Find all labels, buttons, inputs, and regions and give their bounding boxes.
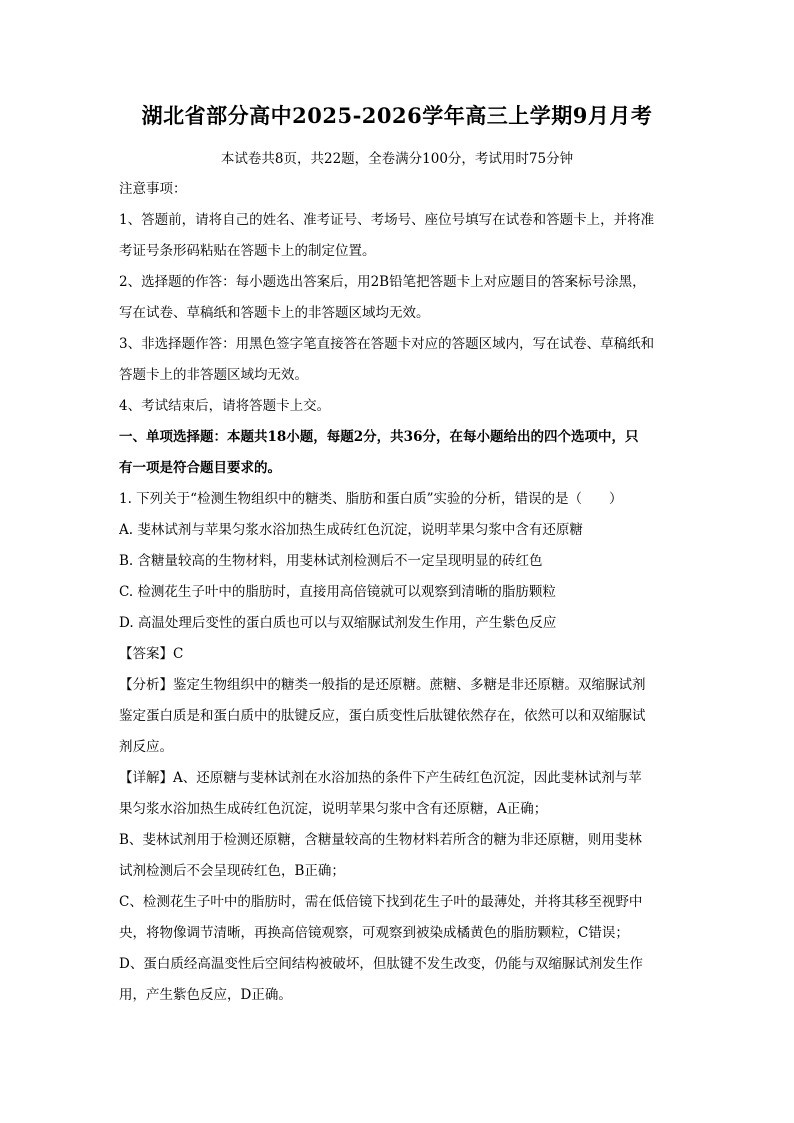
analysis-line-2: 鉴定蛋白质是和蛋白质中的肽键反应，蛋白质变性后肽键依然存在，依然可以和双缩脲试: [119, 708, 646, 724]
detail-c-line-2: 央，将物像调节清晰，再换高倍镜观察，可观察到被染成橘黄色的脂肪颗粒，C错误；: [119, 925, 629, 941]
section-heading-line-1: 一、单项选择题：本题共18小题，每题2分，共36分，在每小题给出的四个选项中，只: [119, 429, 639, 445]
exam-subtitle: 本试卷共8页，共22题，全卷满分100分，考试用时75分钟: [220, 151, 574, 167]
option-a: A. 斐林试剂与苹果匀浆水浴加热生成砖红色沉淀，说明苹果匀浆中含有还原糖: [119, 522, 583, 538]
detail-d-line-1: D、蛋白质经高温变性后空间结构被破坏，但肽键不发生改变，仍能与双缩脲试剂发生作: [119, 956, 643, 972]
notice-item-2-line-1: 2、选择题的作答：每小题选出答案后，用2B铅笔把答题卡上对应题目的答案标号涂黑，: [119, 274, 646, 290]
analysis-line-3: 剂反应。: [119, 739, 173, 755]
option-d: D. 高温处理后变性的蛋白质也可以与双缩脲试剂发生作用，产生紫色反应: [119, 615, 557, 631]
option-b: B. 含糖量较高的生物材料，用斐林试剂检测后不一定呈现明显的砖红色: [119, 553, 543, 569]
detail-b-line-2: 试剂检测后不会呈现砖红色，B正确；: [119, 863, 345, 879]
notice-item-3-line-1: 3、非选择题作答：用黑色签字笔直接答在答题卡对应的答题区域内，写在试卷、草稿纸和: [119, 336, 655, 352]
answer-line: 【答案】C: [119, 646, 184, 662]
exam-body: [119, 174, 679, 1011]
question-stem: 1. 下列关于“检测生物组织中的糖类、脂肪和蛋白质”实验的分析，错误的是（ ）: [119, 491, 623, 507]
analysis-line-1: 【分析】鉴定生物组织中的糖类一般指的是还原糖。蔗糖、多糖是非还原糖。双缩脲试剂: [119, 677, 646, 693]
notice-item-1-line-2: 考证号条形码粘贴在答题卡上的制定位置。: [119, 243, 376, 259]
notice-item-4: 4、考试结束后，请将答题卡上交。: [119, 398, 331, 414]
notice-heading: 注意事项：: [119, 181, 187, 197]
notice-item-1-line-1: 1、答题前，请将自己的姓名、准考证号、考场号、座位号填写在试卷和答题卡上，并将准: [119, 212, 655, 228]
detail-c-line-1: C、检测花生子叶中的脂肪时，需在低倍镜下找到花生子叶的最薄处，并将其移至视野中: [119, 894, 643, 910]
exam-title: 湖北省部分高中2025-2026学年高三上学期9月月考: [141, 103, 653, 128]
detail-a-line-1: 【详解】A、还原糖与斐林试剂在水浴加热的条件下产生砖红色沉淀，因此斐林试剂与苹: [119, 770, 642, 786]
detail-a-line-2: 果匀浆水浴加热生成砖红色沉淀，说明苹果匀浆中含有还原糖，A正确；: [119, 801, 548, 817]
detail-b-line-1: B、斐林试剂用于检测还原糖，含糖量较高的生物材料若所含的糖为非还原糖，则用斐林: [119, 832, 642, 848]
notice-item-2-line-2: 写在试卷、草稿纸和答题卡上的非答题区域均无效。: [119, 305, 430, 321]
section-heading-line-2: 有一项是符合题目要求的。: [119, 460, 281, 476]
notice-item-3-line-2: 答题卡上的非答题区域均无效。: [119, 367, 308, 383]
option-c: C. 检测花生子叶中的脂肪时，直接用高倍镜就可以观察到清晰的脂肪颗粒: [119, 584, 556, 600]
detail-d-line-2: 用，产生紫色反应，D正确。: [119, 987, 292, 1003]
